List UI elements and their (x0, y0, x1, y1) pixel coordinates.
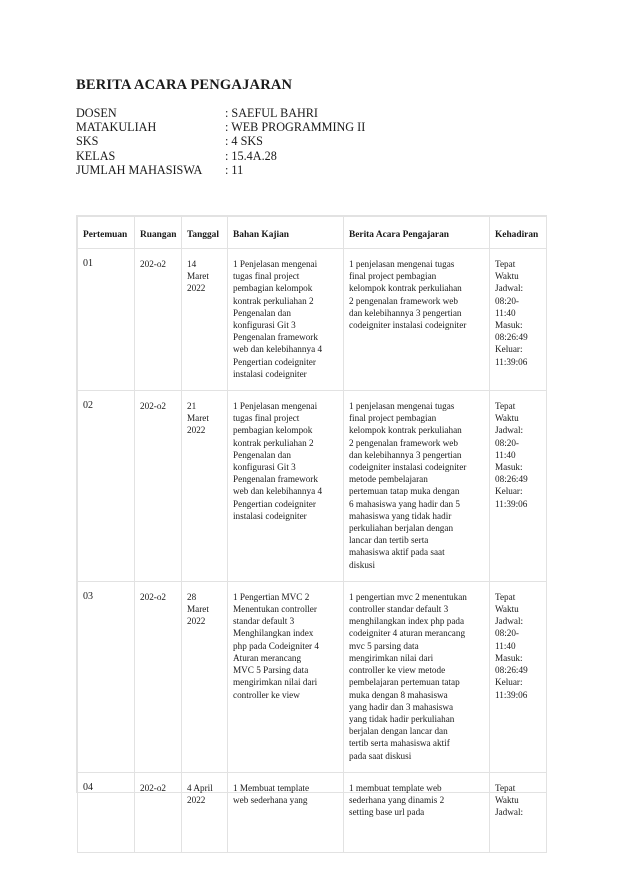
page-title: BERITA ACARA PENGAJARAN (76, 77, 293, 93)
cell-bahan-kajian: 1 Penjelasan mengenai tugas final project pembagian kelompok kontrak perkuliahan 2 Pengenalan dan konfigurasi Git 3 Pengenalan framework web dan kelebihannya 4 Pengertian codeigniter instalasi codeigniter (228, 249, 344, 391)
cell-bahan-kajian: 1 Membuat template web sederhana yang (228, 772, 344, 852)
info-label: MATAKULIAH (76, 120, 157, 135)
info-value: : 11 (225, 162, 244, 177)
table-row (78, 772, 547, 852)
cell-berita-acara: 1 membuat template web sederhana yang dinamis 2 setting base url pada (344, 772, 490, 852)
info-label: SKS (76, 134, 99, 149)
info-row-jumlah-mahasiswa (76, 163, 365, 177)
info-value: : 4 SKS (225, 134, 263, 149)
cell-berita-acara: 1 penjelasan mengenai tugas final project pembagian kelompok kontrak perkuliahan 2 pengenalan framework web dan kelebihannya 3 pengertian codeigniter instalasi codeigniter (344, 249, 490, 391)
cell-ruangan: 202-o2 (135, 249, 182, 391)
info-value: : 15.4A.28 (225, 148, 277, 163)
cell-pertemuan: 02 (78, 391, 135, 582)
cell-kehadiran: Tepat Waktu Jadwal: 08:20- 11:40 Masuk: 08:26:49 Keluar: 11:39:06 (490, 249, 547, 391)
cell-tanggal: 4 April 2022 (182, 772, 228, 852)
info-row-matakuliah (76, 120, 365, 134)
cell-berita-acara: 1 penjelasan mengenai tugas final project pembagian kelompok kontrak perkuliahan 2 pengenalan framework web dan kelebihannya 3 pengertian codeigniter instalasi codeigniter metode pembelajaran pertemuan tatap muka dengan 6 mahasiswa yang hadir dan 5 mahasiswa yang tidak hadir perkuliahan berjalan dengan lancar dan tertib serta mahasiswa aktif pada saat diskusi (344, 391, 490, 582)
cell-pertemuan: 03 (78, 581, 135, 772)
table-row (78, 391, 547, 582)
cell-kehadiran: Tepat Waktu Jadwal: (490, 772, 547, 852)
header-ruangan: Ruangan (135, 217, 182, 249)
info-row-kelas (76, 149, 365, 163)
info-label: DOSEN (76, 106, 117, 120)
header-berita-acara: Berita Acara Pengajaran (344, 217, 490, 249)
cell-ruangan: 202-o2 (135, 581, 182, 772)
cell-ruangan: 202-o2 (135, 772, 182, 852)
attendance-table-container (76, 215, 547, 818)
cell-kehadiran: Tepat Waktu Jadwal: 08:20- 11:40 Masuk: 08:26:49 Keluar: 11:39:06 (490, 391, 547, 582)
header-pertemuan: Pertemuan (78, 217, 135, 249)
table-header-row (78, 217, 547, 249)
info-value: : WEB PROGRAMMING II (225, 120, 366, 135)
cell-tanggal: 28 Maret 2022 (182, 581, 228, 772)
cell-kehadiran: Tepat Waktu Jadwal: 08:20- 11:40 Masuk: 08:26:49 Keluar: 11:39:06 (490, 581, 547, 772)
info-row-dosen (76, 106, 365, 120)
cell-berita-acara: 1 pengertian mvc 2 menentukan controller standar default 3 menghilangkan index php pada codeigniter 4 aturan merancang mvc 5 parsing data mengirimkan nilai dari controller ke view metode pembelajaran pertemuan tatap muka dengan 8 mahasiswa yang hadir dan 3 mahasiswa yang tidak hadir perkuliahan berjalan dengan lancar dan tertib serta mahasiswa aktif pada saat diskusi (344, 581, 490, 772)
info-label: KELAS (76, 148, 116, 163)
table-row (78, 581, 547, 772)
cell-tanggal: 21 Maret 2022 (182, 391, 228, 582)
cell-bahan-kajian: 1 Penjelasan mengenai tugas final project pembagian kelompok kontrak perkuliahan 2 Pengenalan dan konfigurasi Git 3 Pengenalan framework web dan kelebihannya 4 Pengertian codeigniter instalasi codeigniter (228, 391, 344, 582)
cell-pertemuan: 01 (78, 249, 135, 391)
header-bahan-kajian: Bahan Kajian (228, 217, 344, 249)
info-row-sks (76, 134, 365, 148)
cell-bahan-kajian: 1 Pengertian MVC 2 Menentukan controller standar default 3 Menghilangkan index php pada Codeigniter 4 Aturan merancang MVC 5 Parsing data mengirimkan nilai dari controller ke view (228, 581, 344, 772)
info-label: JUMLAH MAHASISWA (76, 162, 203, 177)
document-info (76, 106, 365, 177)
info-value: : SAEFUL BAHRI (225, 106, 318, 120)
table-row (78, 249, 547, 391)
header-kehadiran: Kehadiran (490, 217, 547, 249)
header-tanggal: Tanggal (182, 217, 228, 249)
cell-ruangan: 202-o2 (135, 391, 182, 582)
cell-pertemuan: 04 (78, 772, 135, 852)
cell-tanggal: 14 Maret 2022 (182, 249, 228, 391)
attendance-table (77, 216, 547, 853)
